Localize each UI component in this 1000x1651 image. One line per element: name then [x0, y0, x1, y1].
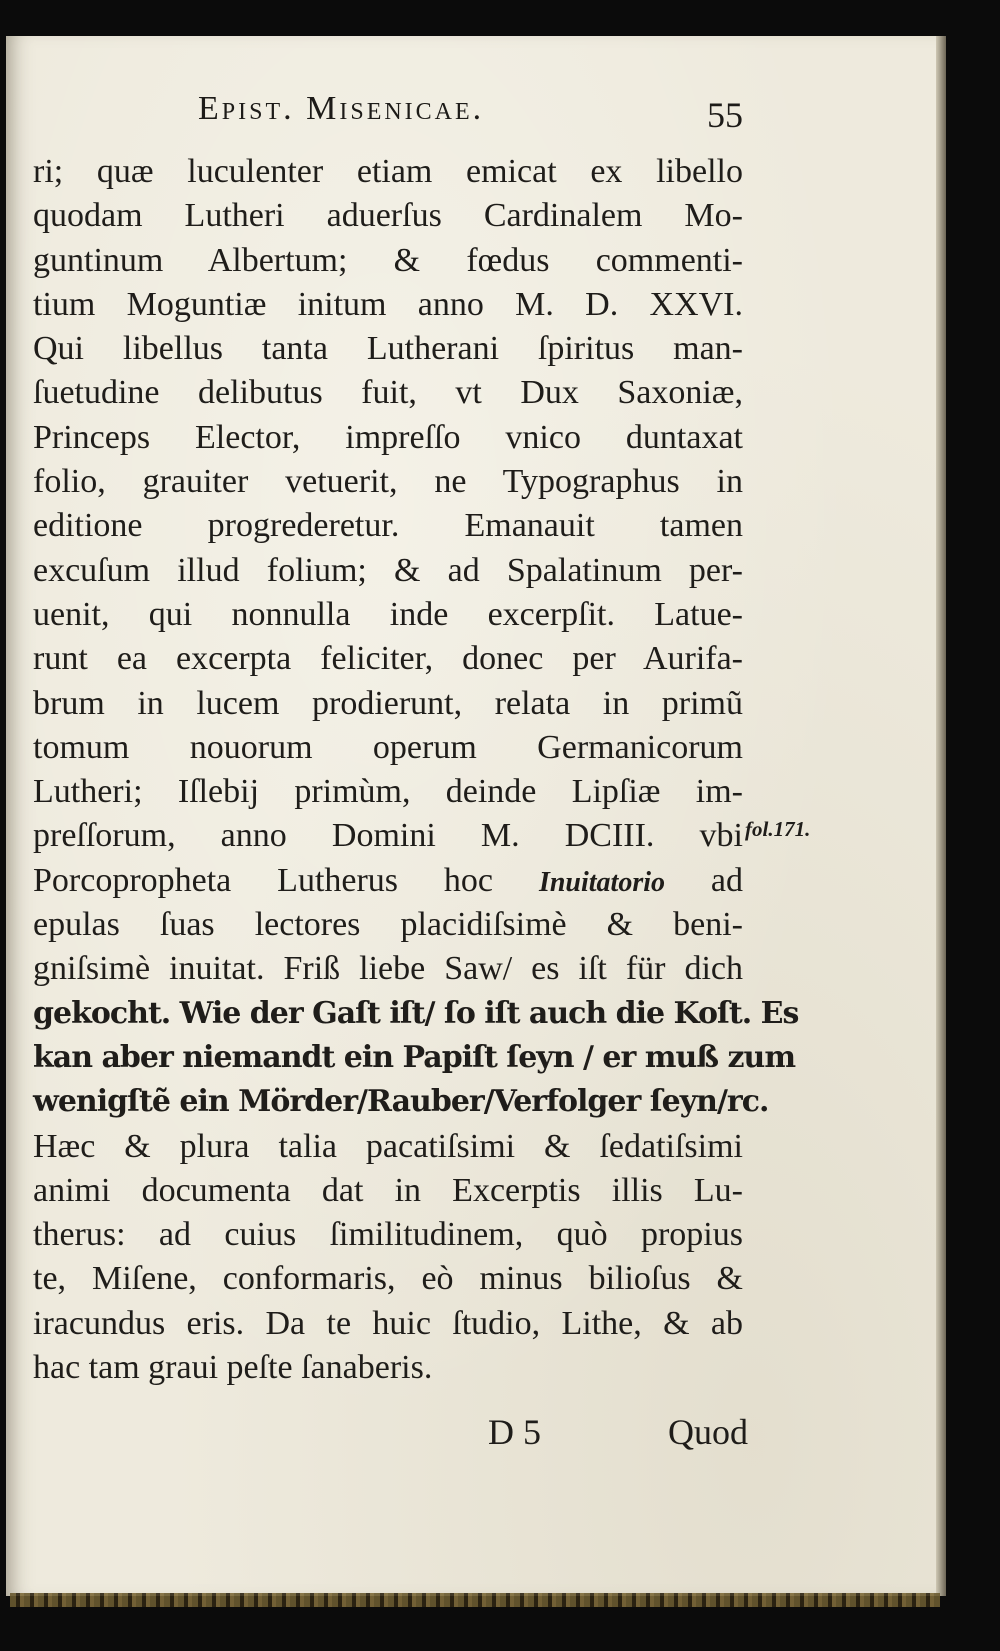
text-line-10: excuſum illud folium; & ad Spalatinum per-	[33, 551, 743, 589]
binding-strip	[10, 1593, 940, 1607]
page-number: 55	[707, 95, 743, 135]
text-line-2: quodam Lutheri aduerſus Cardinalem Mo-	[33, 197, 743, 235]
text-line-28: hac tam graui peſte ſanaberis.	[33, 1349, 433, 1387]
text-line-19: gniſsimè inuitat. Friß liebe Saw/ es iſt für dich	[33, 950, 743, 988]
text-line-17-prefix: Porcopropheta Lutherus hoc	[33, 861, 539, 899]
text-line-18: epulas ſuas lectores placidiſsimè & beni-	[33, 906, 743, 944]
running-head	[198, 90, 743, 134]
text-line-9: editione progrederetur. Emanauit tamen	[33, 507, 743, 545]
text-line-13: brum in lucem prodierunt, relata in primũ	[33, 684, 743, 722]
text-line-3: guntinum Albertum; & fœdus commenti-	[33, 241, 743, 279]
text-line-20-gothic: gekocht. Wie der Gaſt iſt/ ſo iſt auch die Koſt. Es	[33, 995, 799, 1031]
page-footer	[488, 1411, 748, 1455]
text-line-8: folio, grauiter vetuerit, ne Typographus in	[33, 463, 743, 501]
text-line-14: tomum nouorum operum Germanicorum	[33, 728, 743, 766]
text-line-11: uenit, qui nonnulla inde excerpſit. Latue-	[33, 595, 743, 633]
page-edge	[936, 36, 946, 1596]
text-line-26: te, Miſene, conformaris, eò minus bilioſus &	[33, 1260, 743, 1298]
signature-mark: D 5	[488, 1412, 541, 1452]
text-line-25: therus: ad cuius ſimilitudinem, quò propius	[33, 1216, 743, 1254]
text-line-4: tium Moguntiæ initum anno M. D. XXVI.	[33, 285, 743, 323]
text-line-24: animi documenta dat in Excerptis illis Lu-	[33, 1171, 743, 1209]
text-line-7: Princeps Elector, impreſſo vnico duntaxat	[33, 418, 743, 456]
text-line-15: Lutheri; Iſlebij primùm, deinde Lipſiæ im-	[33, 773, 743, 811]
text-line-21-gothic: kan aber niemandt ein Papiſt ſeyn / er muß zum	[33, 1039, 796, 1075]
text-line-17	[33, 859, 743, 903]
text-line-1: ri; quæ luculenter etiam emicat ex libello	[33, 153, 743, 190]
text-line-12: runt ea excerpta feliciter, donec per Aurifa-	[33, 640, 743, 678]
text-line-16: preſſorum, anno Domini M. DCIII. vbi	[33, 817, 743, 855]
inuitatorio-italic: Inuitatorio	[538, 866, 665, 898]
running-title: Epist. Misenicae.	[198, 90, 485, 127]
text-line-27: iracundus eris. Da te huic ſtudio, Lithe, & ab	[33, 1304, 743, 1342]
text-line-22-gothic: wenigſtẽ ein Mörder/Rauber/Verfolger ſeyn/rc.	[33, 1084, 769, 1120]
text-line-17-suffix: ad	[665, 861, 743, 899]
text-line-6: ſuetudine delibutus fuit, vt Dux Saxoniæ,	[33, 374, 743, 412]
marginal-note: fol.171.	[745, 817, 811, 841]
catchword: Quod	[668, 1412, 748, 1452]
text-line-5: Qui libellus tanta Lutherani ſpiritus man-	[33, 330, 743, 368]
text-line-23: Hæc & plura talia pacatiſsimi & ſedatiſsimi	[33, 1127, 743, 1165]
